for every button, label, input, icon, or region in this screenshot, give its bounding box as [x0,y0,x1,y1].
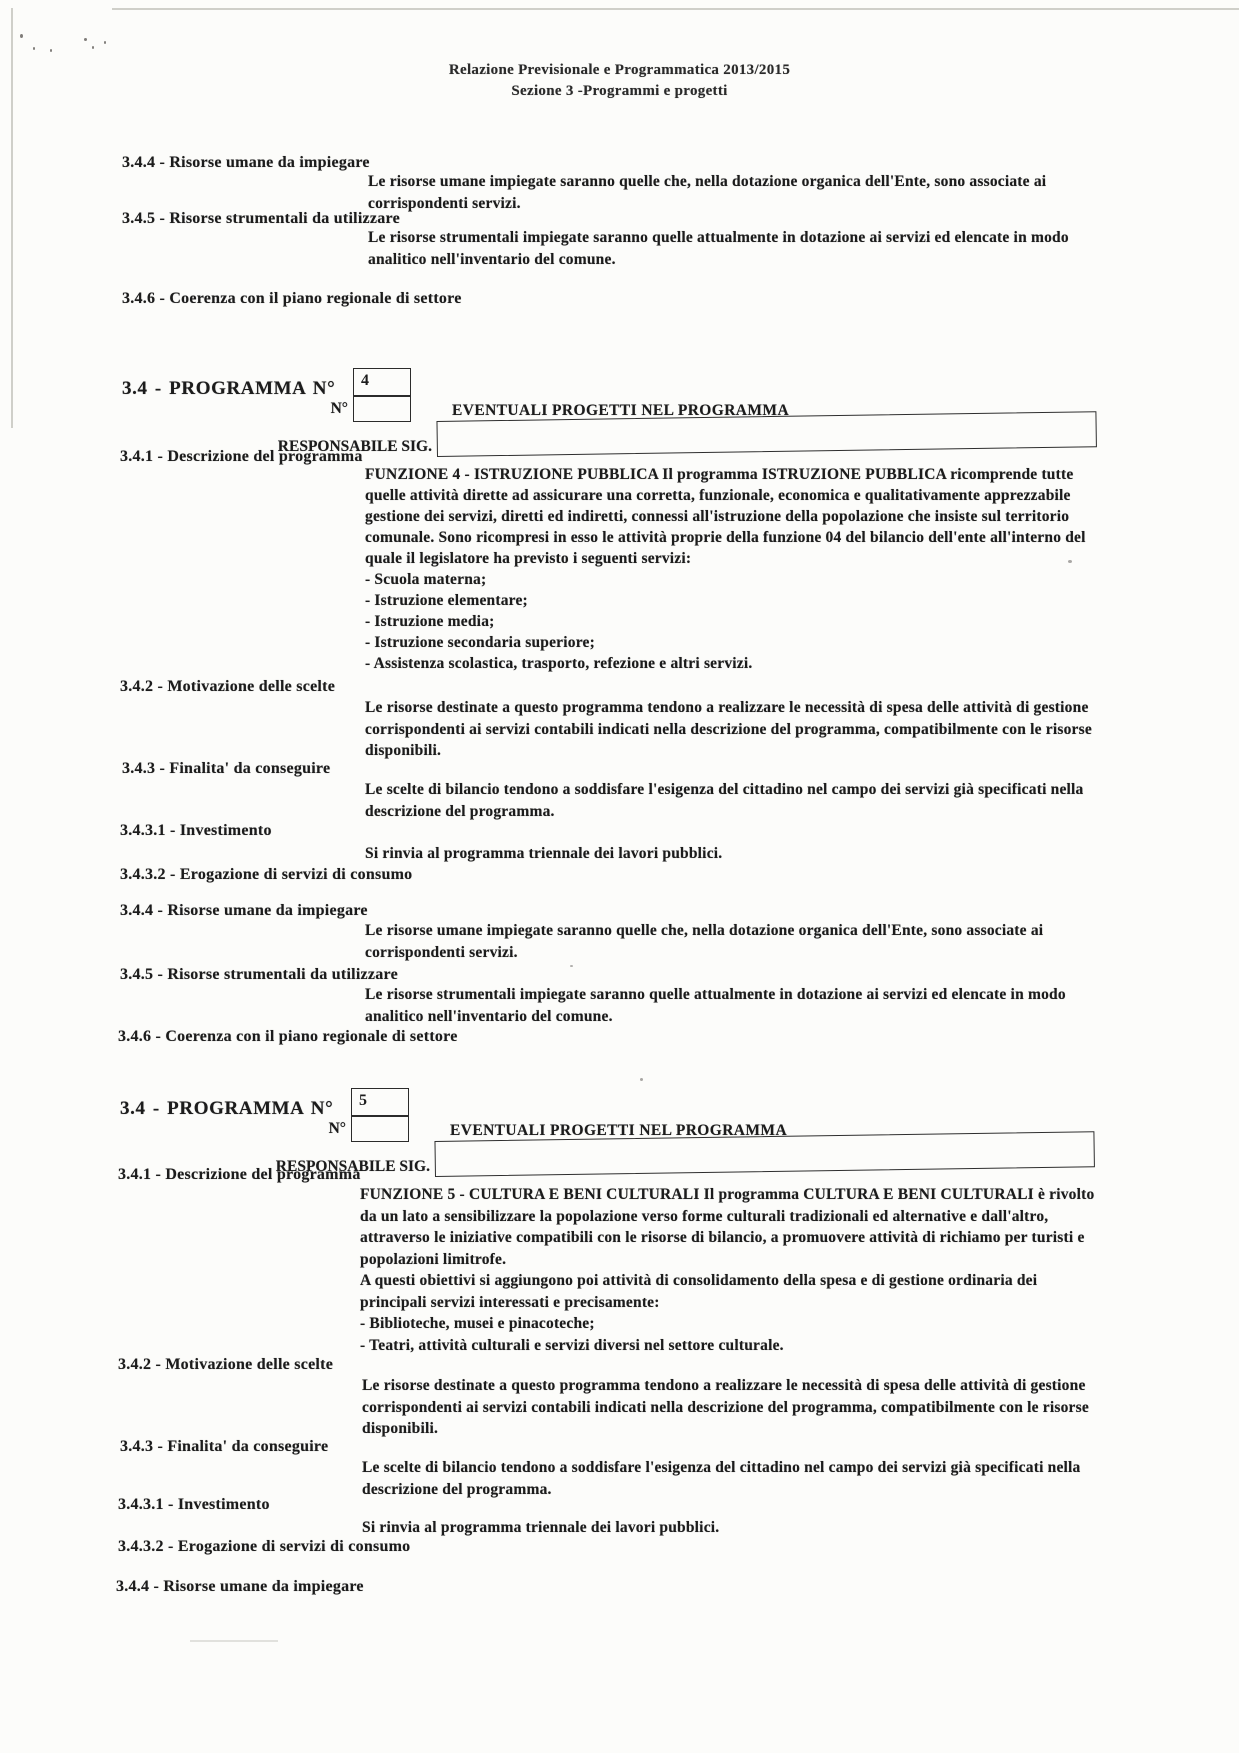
program4-number-label: N° [330,400,348,417]
section-label-p5-343: 3.4.3 - Finalita' da conseguire [120,1438,329,1455]
program5-number-box[interactable]: 5 [351,1088,409,1116]
scan-speck [84,38,87,41]
section-label-p4-3432: 3.4.3.2 - Erogazione di servizi di consumo [120,866,413,883]
scan-speck [570,965,573,967]
scan-speck [20,34,23,38]
scan-smudge-line [190,1640,278,1642]
document-subtitle: Sezione 3 -Programmi e progetti [511,83,728,99]
scan-speck [640,1078,643,1081]
section-label-p4-345: 3.4.5 - Risorse strumentali da utilizzare [120,966,398,983]
program4-projects-label: EVENTUALI PROGETTI NEL PROGRAMMA [452,402,790,419]
section-label-p5-3431: 3.4.3.1 - Investimento [118,1496,270,1513]
section-text-p4-description [365,464,1093,674]
p4-description-bullet: - Istruzione elementare; [365,592,528,609]
program5-title: 3.4 - PROGRAMMA N° [120,1098,334,1119]
section-label-p4-344: 3.4.4 - Risorse umane da impiegare [120,902,368,919]
scan-speck [33,47,35,50]
p4-description-intro: FUNZIONE 4 - ISTRUZIONE PUBBLICA Il programma ISTRUZIONE PUBBLICA ricomprende tutte quelle attività dirette ad assicurare una corretta, funzionale, economica e qualitativamente apprezzabile gestione dei servizi, diretti ed indiretti, connessi all'istruzione della popolazione che insiste sul territorio comunale. Sono ricompresi in esso le attività proprie della funzione 04 del bilancio dell'ente all'interno del quale il legislatore ha previsto i seguenti servizi: [365,466,1086,567]
p4-description-bullet: - Istruzione secondaria superiore; [365,634,595,651]
p4-description-bullet: - Scuola materna; [365,571,487,588]
section-label-p4-3431: 3.4.3.1 - Investimento [120,822,272,839]
program5-projects-label: EVENTUALI PROGETTI NEL PROGRAMMA [450,1122,788,1139]
section-text-p4-3431: Si rinvia al programma triennale dei lavori pubblici. [365,845,723,862]
scan-speck [50,49,52,52]
section-label-345-tail: 3.4.5 - Risorse strumentali da utilizzare [122,210,400,227]
p5-description-bullet: - Biblioteche, musei e pinacoteche; [360,1315,595,1332]
document-header [0,60,1239,102]
scan-speck [104,41,106,44]
program4-responsible-label: RESPONSABILE SIG. [277,438,432,455]
section-text-p4-342: Le risorse destinate a questo programma tendono a realizzare le necessità di spesa delle attività di gestione corrispondenti ai servizi contabili indicati nella descrizione del programma, compatibilmente con le risorse disponibili. [365,699,1092,759]
p4-description-bullet: - Istruzione media; [365,613,495,630]
program4-project-number-box[interactable] [353,396,411,422]
section-label-p4-341: 3.4.1 - Descrizione del programma [120,448,363,465]
section-text-p4-345: Le risorse strumentali impiegate saranno quelle attualmente in dotazione ai servizi ed elencate in modo analitico nell'inventario del comune. [365,986,1066,1025]
p4-description-bullet: - Assistenza scolastica, trasporto, refezione e altri servizi. [365,655,753,672]
section-text-p4-343: Le scelte di bilancio tendono a soddisfare l'esigenza del cittadino nel campo dei servizi già specificati nella descrizione del programma. [365,781,1084,820]
section-label-p5-3432: 3.4.3.2 - Erogazione di servizi di consumo [118,1538,411,1555]
section-text-p4-344: Le risorse umane impiegate saranno quelle che, nella dotazione organica dell'Ente, sono associate ai corrispondenti servizi. [365,922,1044,961]
program5-responsible-label: RESPONSABILE SIG. [275,1158,430,1175]
section-text-p5-3431: Si rinvia al programma triennale dei lavori pubblici. [362,1519,720,1536]
section-text-345-tail: Le risorse strumentali impiegate saranno quelle attualmente in dotazione ai servizi ed elencate in modo analitico nell'inventario del comune. [368,229,1069,268]
program5-number-label: N° [328,1120,346,1137]
p5-description-para2: A questi obiettivi si aggiungono poi attività di consolidamento della spesa e di gestione ordinaria dei principali servizi interessati e precisamente: [360,1272,1038,1311]
document-title: Relazione Previsionale e Programmatica 2013/2015 [448,62,791,78]
p5-description-intro: FUNZIONE 5 - CULTURA E BENI CULTURALI Il programma CULTURA E BENI CULTURALI è rivolto da un lato a sensibilizzare la popolazione verso forme culturali tradizionali ed alternative e dall'altro, attraverso le iniziative compatibili con le risorse di bilancio, a promuovere attività di richiamo per turisti e popolazioni limitrofe. [360,1186,1095,1268]
section-text-p5-343: Le scelte di bilancio tendono a soddisfare l'esigenza del cittadino nel campo dei servizi già specificati nella descrizione del programma. [362,1459,1081,1498]
program5-project-number-box[interactable] [351,1116,409,1142]
scan-edge-top [112,8,1239,10]
program4-title: 3.4 - PROGRAMMA N° [122,378,336,399]
section-label-p4-346: 3.4.6 - Coerenza con il piano regionale di settore [118,1028,458,1045]
section-text-p5-description [360,1184,1100,1356]
p5-description-bullet: - Teatri, attività culturali e servizi diversi nel settore culturale. [360,1336,784,1354]
section-label-p5-341: 3.4.1 - Descrizione del programma [118,1166,361,1183]
section-label-p4-342: 3.4.2 - Motivazione delle scelte [120,678,336,695]
program4-number-box[interactable]: 4 [353,368,411,396]
section-label-p5-342: 3.4.2 - Motivazione delle scelte [118,1356,334,1373]
section-label-346-tail: 3.4.6 - Coerenza con il piano regionale di settore [122,290,462,307]
scan-speck [92,46,94,49]
section-label-344-tail: 3.4.4 - Risorse umane da impiegare [122,154,370,171]
section-label-p4-343: 3.4.3 - Finalita' da conseguire [122,760,331,777]
section-label-p5-344: 3.4.4 - Risorse umane da impiegare [116,1578,364,1595]
section-text-p5-342: Le risorse destinate a questo programma tendono a realizzare le necessità di spesa delle attività di gestione corrispondenti ai servizi contabili indicati nella descrizione del programma, compatibilmente con le risorse disponibili. [362,1377,1089,1437]
section-text-344-tail: Le risorse umane impiegate saranno quelle che, nella dotazione organica dell'Ente, sono associate ai corrispondenti servizi. [368,173,1047,212]
